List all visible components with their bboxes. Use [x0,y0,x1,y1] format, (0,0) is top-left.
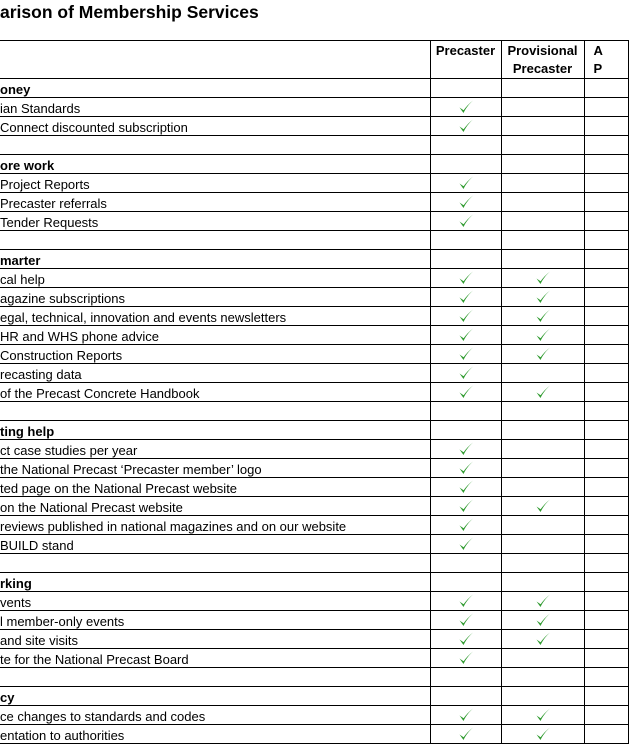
section-row [0,687,628,706]
third-tier-cell [584,630,628,649]
third-tier-cell [584,592,628,611]
third-tier-cell [584,668,628,687]
check-mark-icon [458,726,474,742]
table-row [0,212,628,231]
table-row [0,535,628,554]
service-label: vents [0,592,430,611]
table-row [0,288,628,307]
precaster-cell [430,668,501,687]
check-mark-icon [458,308,474,324]
table-header-row [0,41,628,79]
provisional-precaster-cell [501,250,584,269]
membership-comparison-table [0,40,629,744]
check-mark-icon [458,213,474,229]
provisional-precaster-cell [501,516,584,535]
provisional-precaster-cell [501,79,584,98]
provisional-precaster-cell [501,136,584,155]
third-tier-cell [584,231,628,250]
provisional-precaster-cell [501,155,584,174]
table-row [0,516,628,535]
provisional-precaster-cell [501,706,584,725]
precaster-cell [430,383,501,402]
check-mark-icon [458,194,474,210]
check-mark-icon [458,593,474,609]
header-provisional-precaster: Provisional Precaster [501,41,584,79]
service-label [0,231,430,250]
third-tier-cell [584,516,628,535]
service-label: egal, technical, innovation and events newsletters [0,307,430,326]
header-associate-partial: A P [584,41,628,79]
provisional-precaster-cell [501,288,584,307]
third-tier-cell [584,478,628,497]
precaster-cell [430,440,501,459]
third-tier-cell [584,364,628,383]
spacer-row [0,554,628,573]
service-label: HR and WHS phone advice [0,326,430,345]
header-service [0,41,430,79]
precaster-cell [430,288,501,307]
service-label: ct case studies per year [0,440,430,459]
service-label: Project Reports [0,174,430,193]
third-tier-cell [584,611,628,630]
check-mark-icon [535,346,551,362]
provisional-precaster-cell [501,497,584,516]
precaster-cell [430,117,501,136]
precaster-cell [430,611,501,630]
provisional-precaster-cell [501,630,584,649]
provisional-precaster-cell [501,193,584,212]
service-label: Precaster referrals [0,193,430,212]
precaster-cell [430,136,501,155]
provisional-precaster-cell [501,364,584,383]
precaster-cell [430,497,501,516]
check-mark-icon [458,479,474,495]
precaster-cell [430,706,501,725]
third-tier-cell [584,269,628,288]
provisional-precaster-cell [501,307,584,326]
spacer-row [0,136,628,155]
precaster-cell [430,592,501,611]
service-label: the National Precast ‘Precaster member’ logo [0,459,430,478]
provisional-precaster-cell [501,98,584,117]
third-tier-cell [584,193,628,212]
third-tier-cell [584,79,628,98]
check-mark-icon [458,327,474,343]
precaster-cell [430,231,501,250]
precaster-cell [430,193,501,212]
table-row [0,174,628,193]
provisional-precaster-cell [501,421,584,440]
provisional-precaster-cell [501,402,584,421]
precaster-cell [430,155,501,174]
third-tier-cell [584,288,628,307]
section-heading: rking [0,573,430,592]
service-label [0,668,430,687]
precaster-cell [430,573,501,592]
check-mark-icon [535,631,551,647]
check-mark-icon [535,270,551,286]
third-tier-cell [584,497,628,516]
provisional-precaster-cell [501,440,584,459]
table-row [0,611,628,630]
precaster-cell [430,402,501,421]
third-tier-cell [584,383,628,402]
precaster-cell [430,250,501,269]
third-tier-cell [584,345,628,364]
third-tier-cell [584,687,628,706]
service-label: recasting data [0,364,430,383]
check-mark-icon [458,365,474,381]
section-heading: marter [0,250,430,269]
precaster-cell [430,345,501,364]
check-mark-icon [458,498,474,514]
check-mark-icon [535,498,551,514]
check-mark-icon [535,384,551,400]
check-mark-icon [535,726,551,742]
precaster-cell [430,516,501,535]
service-label [0,402,430,421]
provisional-precaster-cell [501,535,584,554]
check-mark-icon [535,289,551,305]
service-label: cal help [0,269,430,288]
precaster-cell [430,98,501,117]
section-heading: cy [0,687,430,706]
table-row [0,478,628,497]
third-tier-cell [584,554,628,573]
provisional-precaster-cell [501,478,584,497]
third-tier-cell [584,649,628,668]
precaster-cell [430,421,501,440]
precaster-cell [430,630,501,649]
check-mark-icon [458,707,474,723]
service-label: entation to authorities [0,725,430,744]
service-label: reviews published in national magazines and on our website [0,516,430,535]
table-row [0,649,628,668]
precaster-cell [430,307,501,326]
precaster-cell [430,212,501,231]
third-tier-cell [584,535,628,554]
precaster-cell [430,554,501,573]
table-row [0,117,628,136]
table-row [0,98,628,117]
provisional-precaster-cell [501,269,584,288]
service-label: Construction Reports [0,345,430,364]
third-tier-cell [584,725,628,744]
check-mark-icon [535,308,551,324]
table-row [0,269,628,288]
provisional-precaster-cell [501,573,584,592]
check-mark-icon [458,118,474,134]
service-label: BUILD stand [0,535,430,554]
check-mark-icon [458,612,474,628]
check-mark-icon [458,441,474,457]
third-tier-cell [584,212,628,231]
spacer-row [0,231,628,250]
provisional-precaster-cell [501,611,584,630]
check-mark-icon [458,460,474,476]
service-label: l member-only events [0,611,430,630]
section-heading: ore work [0,155,430,174]
service-label: ian Standards [0,98,430,117]
section-row [0,573,628,592]
third-tier-cell [584,573,628,592]
section-row [0,421,628,440]
check-mark-icon [458,289,474,305]
table-row [0,193,628,212]
check-mark-icon [458,99,474,115]
precaster-cell [430,364,501,383]
precaster-cell [430,478,501,497]
table-row [0,383,628,402]
service-label: Connect discounted subscription [0,117,430,136]
provisional-precaster-cell [501,231,584,250]
document-title: arison of Membership Services [0,2,259,22]
header-precaster: Precaster [430,41,501,79]
third-tier-cell [584,440,628,459]
service-label: of the Precast Concrete Handbook [0,383,430,402]
third-tier-cell [584,136,628,155]
service-label: on the National Precast website [0,497,430,516]
service-label: and site visits [0,630,430,649]
provisional-precaster-cell [501,554,584,573]
check-mark-icon [535,707,551,723]
table-row [0,725,628,744]
check-mark-icon [535,327,551,343]
check-mark-icon [535,593,551,609]
provisional-precaster-cell [501,459,584,478]
section-row [0,79,628,98]
provisional-precaster-cell [501,592,584,611]
section-heading: ting help [0,421,430,440]
third-tier-cell [584,326,628,345]
third-tier-cell [584,155,628,174]
precaster-cell [430,649,501,668]
table-row [0,440,628,459]
provisional-precaster-cell [501,668,584,687]
table-row [0,364,628,383]
table-row [0,706,628,725]
check-mark-icon [458,384,474,400]
precaster-cell [430,174,501,193]
table-row [0,326,628,345]
provisional-precaster-cell [501,212,584,231]
service-label: te for the National Precast Board [0,649,430,668]
provisional-precaster-cell [501,345,584,364]
precaster-cell [430,687,501,706]
check-mark-icon [458,650,474,666]
third-tier-cell [584,402,628,421]
precaster-cell [430,79,501,98]
check-mark-icon [535,612,551,628]
third-tier-cell [584,174,628,193]
third-tier-cell [584,98,628,117]
check-mark-icon [458,270,474,286]
check-mark-icon [458,175,474,191]
provisional-precaster-cell [501,687,584,706]
service-label [0,136,430,155]
third-tier-cell [584,421,628,440]
section-row [0,155,628,174]
service-label: Tender Requests [0,212,430,231]
precaster-cell [430,326,501,345]
table-row [0,497,628,516]
check-mark-icon [458,631,474,647]
check-mark-icon [458,517,474,533]
table-row [0,459,628,478]
service-label: agazine subscriptions [0,288,430,307]
precaster-cell [430,725,501,744]
table-row [0,592,628,611]
check-mark-icon [458,536,474,552]
provisional-precaster-cell [501,174,584,193]
third-tier-cell [584,706,628,725]
table-row [0,307,628,326]
third-tier-cell [584,459,628,478]
table-row [0,630,628,649]
provisional-precaster-cell [501,117,584,136]
precaster-cell [430,459,501,478]
spacer-row [0,402,628,421]
precaster-cell [430,269,501,288]
section-heading: oney [0,79,430,98]
provisional-precaster-cell [501,383,584,402]
third-tier-cell [584,250,628,269]
service-label: ted page on the National Precast website [0,478,430,497]
service-label: ce changes to standards and codes [0,706,430,725]
check-mark-icon [458,346,474,362]
precaster-cell [430,535,501,554]
provisional-precaster-cell [501,326,584,345]
service-label [0,554,430,573]
third-tier-cell [584,307,628,326]
table-row [0,345,628,364]
provisional-precaster-cell [501,649,584,668]
third-tier-cell [584,117,628,136]
section-row [0,250,628,269]
provisional-precaster-cell [501,725,584,744]
spacer-row [0,668,628,687]
